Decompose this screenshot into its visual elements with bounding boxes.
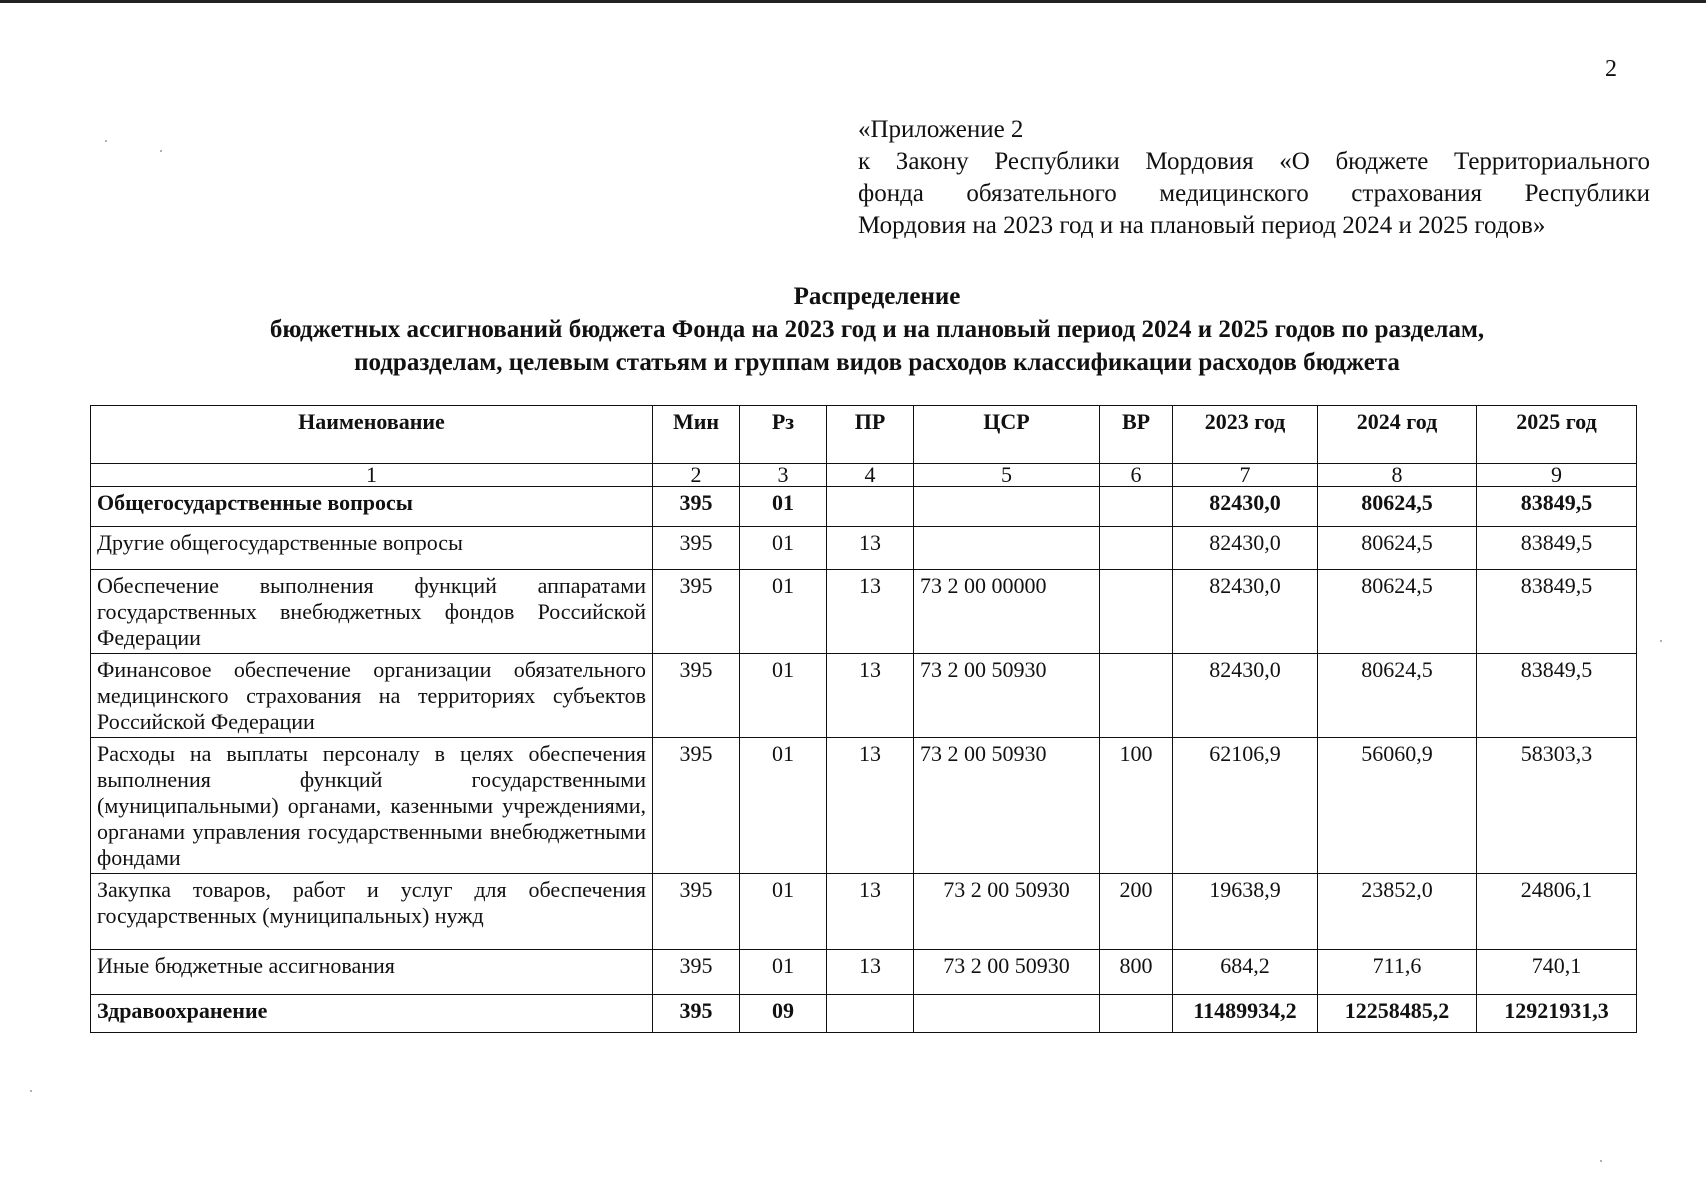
- row-pr: [827, 995, 914, 1033]
- row-min: 395: [653, 874, 740, 950]
- row-2025: 24806,1: [1477, 874, 1637, 950]
- table-row: [91, 995, 1637, 1033]
- row-2024: 80624,5: [1318, 527, 1477, 570]
- row-pr: 13: [827, 527, 914, 570]
- row-name: Закупка товаров, работ и услуг для обеспечения государственных (муниципальных) нужд: [91, 874, 653, 950]
- row-rz: 01: [740, 527, 827, 570]
- column-number: 3: [740, 464, 827, 487]
- document-subtitle-line-1: бюджетных ассигнований бюджета Фонда на 2023 год и на плановый период 2024 и 2025 годов по разделам,: [269, 316, 1485, 343]
- row-pr: 13: [827, 950, 914, 995]
- column-number: 4: [827, 464, 914, 487]
- row-vr: [1100, 654, 1173, 738]
- row-min: 395: [653, 995, 740, 1033]
- row-csr: [914, 527, 1100, 570]
- row-min: 395: [653, 654, 740, 738]
- scan-speck: [30, 1090, 32, 1092]
- document-title: Распределение: [793, 283, 961, 310]
- header-2023: 2023 год: [1173, 406, 1318, 464]
- row-rz: 09: [740, 995, 827, 1033]
- row-csr: 73 2 00 50930: [914, 654, 1100, 738]
- page-number: 2: [1605, 56, 1617, 82]
- row-2023: 11489934,2: [1173, 995, 1318, 1033]
- row-2023: 82430,0: [1173, 654, 1318, 738]
- row-vr: [1100, 527, 1173, 570]
- row-vr: 100: [1100, 738, 1173, 874]
- row-name: Обеспечение выполнения функций аппаратами государственных внебюджетных фондов Российской Федерации: [91, 570, 653, 654]
- row-2025: 83849,5: [1477, 570, 1637, 654]
- table-row: [91, 654, 1637, 738]
- row-2024: 711,6: [1318, 950, 1477, 995]
- row-pr: [827, 487, 914, 527]
- header-csr: ЦСР: [914, 406, 1100, 464]
- annex-line-1: «Приложение 2: [858, 116, 1024, 143]
- row-vr: [1100, 995, 1173, 1033]
- row-2025: 740,1: [1477, 950, 1637, 995]
- column-number: 7: [1173, 464, 1318, 487]
- row-2024: 80624,5: [1318, 654, 1477, 738]
- scan-speck: [1660, 640, 1662, 642]
- annex-line-2: к Закону Республики Мордовия «О бюджете Территориального: [858, 148, 1650, 175]
- table-body: [91, 464, 1637, 1033]
- scan-speck: [160, 150, 162, 152]
- table-row: [91, 527, 1637, 570]
- annex-line-3: фонда обязательного медицинского страхования Республики: [858, 180, 1650, 207]
- table-header: [91, 406, 1637, 464]
- table-row: [91, 950, 1637, 995]
- row-rz: 01: [740, 874, 827, 950]
- row-vr: [1100, 487, 1173, 527]
- header-rz: Рз: [740, 406, 827, 464]
- scan-top-edge: [0, 0, 1706, 3]
- header-vr: ВР: [1100, 406, 1173, 464]
- row-2024: 12258485,2: [1318, 995, 1477, 1033]
- row-pr: 13: [827, 874, 914, 950]
- table-row: [91, 487, 1637, 527]
- row-2025: 12921931,3: [1477, 995, 1637, 1033]
- row-min: 395: [653, 527, 740, 570]
- row-csr: [914, 995, 1100, 1033]
- row-2024: 80624,5: [1318, 570, 1477, 654]
- column-number: 9: [1477, 464, 1637, 487]
- row-2023: 82430,0: [1173, 570, 1318, 654]
- column-number: 5: [914, 464, 1100, 487]
- annex-line-4: Мордовия на 2023 год и на плановый период 2024 и 2025 годов»: [858, 212, 1546, 239]
- row-rz: 01: [740, 950, 827, 995]
- row-min: 395: [653, 487, 740, 527]
- row-csr: [914, 487, 1100, 527]
- header-2024: 2024 год: [1318, 406, 1477, 464]
- row-2025: 83849,5: [1477, 487, 1637, 527]
- table-row: [91, 570, 1637, 654]
- row-vr: [1100, 570, 1173, 654]
- row-2024: 80624,5: [1318, 487, 1477, 527]
- row-2023: 62106,9: [1173, 738, 1318, 874]
- row-2023: 82430,0: [1173, 487, 1318, 527]
- row-min: 395: [653, 738, 740, 874]
- column-number: 6: [1100, 464, 1173, 487]
- header-min: Мин: [653, 406, 740, 464]
- column-number: 1: [91, 464, 653, 487]
- column-number: 8: [1318, 464, 1477, 487]
- row-csr: 73 2 00 50930: [914, 738, 1100, 874]
- table-row: [91, 874, 1637, 950]
- row-rz: 01: [740, 570, 827, 654]
- row-pr: 13: [827, 654, 914, 738]
- row-vr: 800: [1100, 950, 1173, 995]
- row-2025: 83849,5: [1477, 527, 1637, 570]
- row-csr: 73 2 00 50930: [914, 874, 1100, 950]
- row-min: 395: [653, 950, 740, 995]
- column-numbering-row: [91, 464, 1637, 487]
- budget-allocation-table: [90, 405, 1637, 1033]
- row-name: Расходы на выплаты персоналу в целях обеспечения выполнения функций государственными (муниципальными) органами, казенными учреждениями, органами управления государственными внебюджетными фондами: [91, 738, 653, 874]
- row-rz: 01: [740, 738, 827, 874]
- header-2025: 2025 год: [1477, 406, 1637, 464]
- row-name: Другие общегосударственные вопросы: [91, 527, 653, 570]
- row-name: Общегосударственные вопросы: [91, 487, 653, 527]
- annex-header: [858, 114, 1650, 242]
- row-csr: 73 2 00 00000: [914, 570, 1100, 654]
- row-csr: 73 2 00 50930: [914, 950, 1100, 995]
- row-2025: 83849,5: [1477, 654, 1637, 738]
- row-name: Иные бюджетные ассигнования: [91, 950, 653, 995]
- row-2024: 23852,0: [1318, 874, 1477, 950]
- header-row: [91, 406, 1637, 464]
- header-name: Наименование: [91, 406, 653, 464]
- row-2023: 82430,0: [1173, 527, 1318, 570]
- row-rz: 01: [740, 654, 827, 738]
- table-row: [91, 738, 1637, 874]
- row-min: 395: [653, 570, 740, 654]
- row-pr: 13: [827, 738, 914, 874]
- scan-speck: [105, 140, 107, 142]
- row-2024: 56060,9: [1318, 738, 1477, 874]
- row-2023: 19638,9: [1173, 874, 1318, 950]
- header-pr: ПР: [827, 406, 914, 464]
- row-name: Финансовое обеспечение организации обязательного медицинского страхования на территориях субъектов Российской Федерации: [91, 654, 653, 738]
- scan-speck: [1600, 1160, 1602, 1162]
- column-number: 2: [653, 464, 740, 487]
- row-pr: 13: [827, 570, 914, 654]
- row-vr: 200: [1100, 874, 1173, 950]
- row-2025: 58303,3: [1477, 738, 1637, 874]
- row-rz: 01: [740, 487, 827, 527]
- row-name: Здравоохранение: [91, 995, 653, 1033]
- document-subtitle-line-2: подразделам, целевым статьям и группам видов расходов классификации расходов бюджета: [354, 349, 1400, 376]
- row-2023: 684,2: [1173, 950, 1318, 995]
